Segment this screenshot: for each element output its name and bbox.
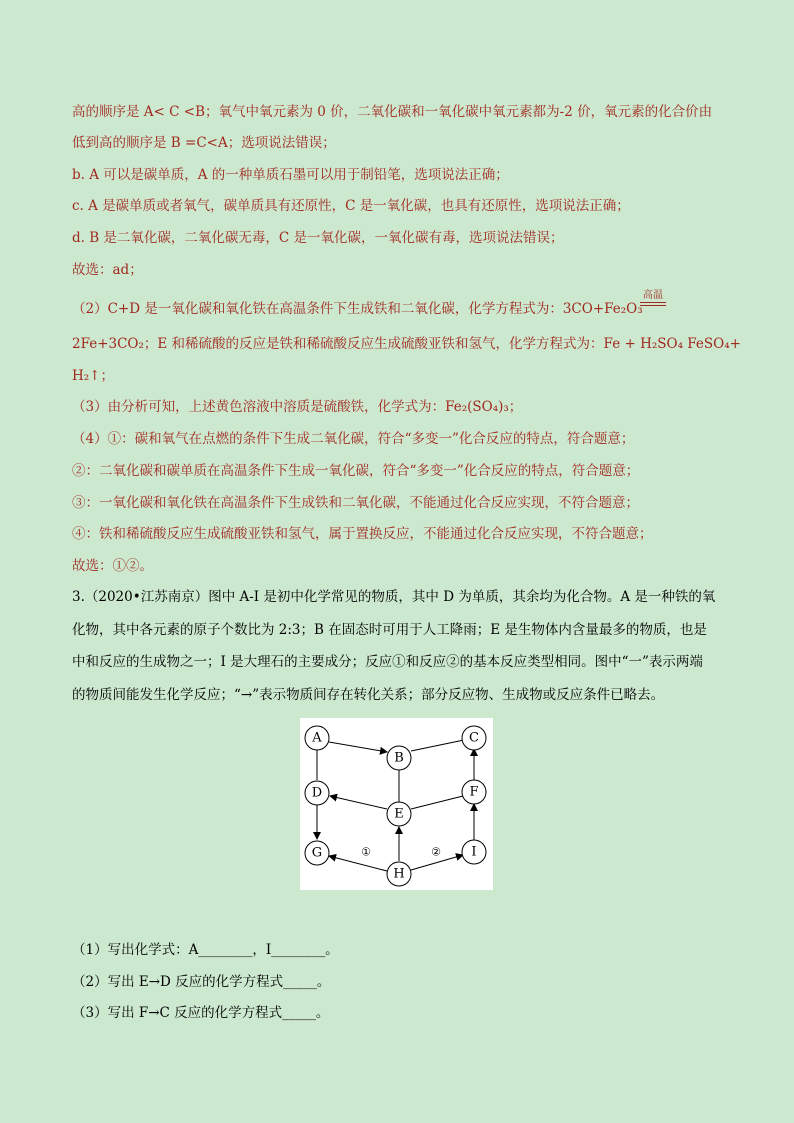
question-text: 化物，其中各元素的原子个数比为 2:3；B 在固态时可用于人工降雨；E 是生物体内含量最多的物质，也是 [72,622,707,638]
reaction-diagram-svg [300,718,493,890]
text-line: H₂↑； [72,368,114,384]
sub-question-2: （2）写出 E→D 反应的化学方程式_____。 [72,974,331,990]
node-i [462,840,486,864]
reaction-label-1: ① [361,845,371,859]
text-line: （3）由分析可知，上述黄色溶液中溶质是硫酸铁，化学式为：Fe₂(SO₄)₃； [72,399,523,415]
svg-text:D: D [311,785,323,801]
node-g [305,841,329,865]
text-line: 故选：ad； [72,262,143,278]
node-h [387,862,411,886]
text-line: 低到高的顺序是 B =C<A；选项说法错误； [72,135,336,151]
edge-a-b [329,742,387,752]
question-text: 3.（2020•江苏南京）图中 A-I 是初中化学常见的物质，其中 D 为单质，其余均为化合物。A 是一种铁的氧 [72,589,716,605]
text-line: ③：一氧化碳和氧化铁在高温条件下生成铁和二氧化碳，不能通过化合反应实现，不符合题意； [72,495,639,511]
node-b [387,746,411,770]
reaction-condition [640,291,666,306]
edge-e-f [411,796,463,809]
node-e [387,802,411,826]
sub-question-1: （1）写出化学式：A________，I________。 [72,942,339,958]
text-line: 故选：①②。 [72,558,153,574]
svg-text:B: B [394,750,404,766]
edge-b-c [411,740,464,751]
node-d [305,781,329,805]
sub-question-3: （3）写出 F→C 反应的化学方程式_____。 [72,1005,330,1021]
text-line: 高的顺序是 A< C <B；氧气中氧元素为 0 价，二氧化碳和一氧化碳中氧元素都为-2 价，氧元素的化合价由 [72,104,713,120]
text-line: ④：铁和稀硫酸反应生成硫酸亚铁和氢气，属于置换反应，不能通过化合反应实现，不符合题意； [72,526,653,542]
reaction-diagram [300,718,493,890]
svg-text:H: H [393,866,405,882]
text-line: （2）C+D 是一氧化碳和氧化铁在高温条件下生成铁和二氧化碳，化学方程式为：3CO+Fe₂O₃ [72,301,643,317]
node-a [305,726,329,750]
svg-text:F: F [469,784,479,800]
text-line: （4）①：碳和氧气在点燃的条件下生成二氧化碳，符合“多变一”化合反应的特点，符合题意； [72,431,635,447]
node-f [462,780,486,804]
edge-h-g [329,856,387,871]
condition-label: 高温 [643,290,663,301]
node-c [462,726,486,750]
svg-text:C: C [469,730,479,746]
edge-e-d [330,796,387,809]
svg-text:A: A [312,730,322,746]
text-line: c. A 是碳单质或者氧气，碳单质具有还原性，C 是一氧化碳，也具有还原性，选项说法正确； [72,198,630,214]
svg-text:E: E [394,806,404,822]
question-text: 的物质间能发生化学反应；“→”表示物质间存在转化关系；部分反应物、生成物或反应条件已略去。 [72,687,665,703]
text-line: d. B 是二氧化碳，二氧化碳无毒，C 是一氧化碳，一氧化碳有毒，选项说法错误； [72,230,564,246]
text-line: b. A 可以是碳单质，A 的一种单质石墨可以用于制铅笔，选项说法正确； [72,167,509,183]
question-text: 中和反应的生成物之一；I 是大理石的主要成分；反应①和反应②的基本反应类型相同。图中“一”表示两端 [72,654,703,670]
svg-text:I: I [471,844,477,860]
text-line: ②：二氧化碳和碳单质在高温条件下生成一氧化碳，符合“多变一”化合反应的特点，符合题意； [72,463,640,479]
svg-text:G: G [311,845,323,861]
reaction-label-2: ② [431,845,441,859]
text-line: 2Fe+3CO₂；E 和稀硫酸的反应是铁和稀硫酸反应生成硫酸亚铁和氢气，化学方程式为：Fe + H₂SO₄ FeSO₄+ [72,336,741,352]
